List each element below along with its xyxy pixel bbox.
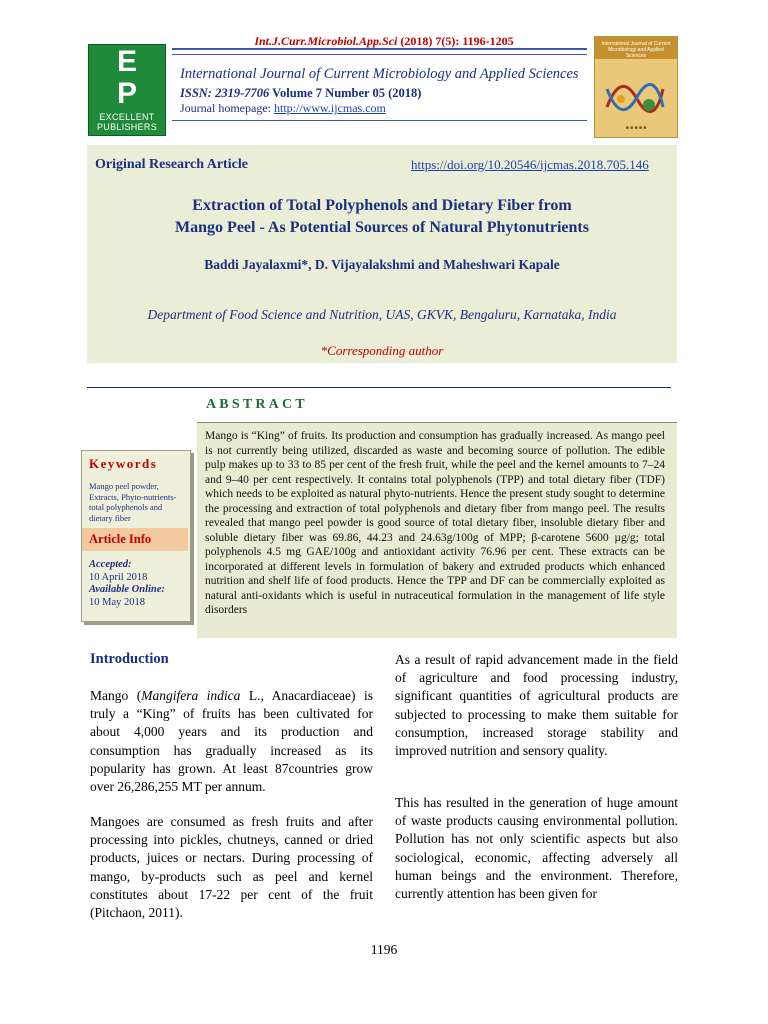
corresponding-author-note: *Corresponding author [320,343,444,358]
species-name: Mangifera indica [141,688,241,703]
keywords-list: Mango peel powder, Extracts, Phyto-nutrients-total polyphenols and dietary fiber [89,481,177,523]
available-online-date: 10 May 2018 [89,596,145,608]
header-rule-top [172,48,587,55]
homepage-link[interactable]: http://www.ijcmas.com [273,101,386,115]
section-divider [87,387,671,388]
article-type: Original Research Article [95,157,248,172]
cover-title: International Journal of Current Microbiology and Applied Sciences [601,41,671,59]
publisher-logo [88,44,166,136]
logo-letter-p: P [116,77,137,110]
authors: Baddi Jayalaxmi*, D. Vijayalakshmi and Maheshwari Kapale [204,257,560,272]
p1-rest: L., Anacardiaceae) is truly a “King” of fruits has been cultivated for about 4,000 years and its production and consumption has gradually increased as its popularity has grown. At least 87countries grow over 26,286,255 MT per annum. [90,688,373,795]
issn-label: ISSN: 2319-7706 [180,86,270,100]
paper-title [87,195,677,239]
logo-letter-e: E [116,45,137,78]
journal-cover-image [594,36,678,138]
intro-paragraph-4: This has resulted in the generation of huge amount of waste products causing environmental pollution. Pollution has not only scientific aspects but also sociological, economic, affecting adversely all human beings and the environment. Therefore, currently attention has been given for [395,795,678,902]
citation-rest: (2018) 7(5): 1196-1205 [397,34,514,48]
volume-info: Volume 7 Number 05 (2018) [269,86,422,100]
abstract-heading: ABSTRACT [206,397,308,412]
intro-paragraph-2: Mangoes are consumed as fresh fruits and after processing into pickles, chutneys, canned or dried products, juices or nectars. During processing of mango, by-products such as peel and kernel constitutes about 17-22 per cent of the fruit (Pitchaon, 2011). [90,814,373,921]
doi-link[interactable]: https://doi.org/10.20546/ijcmas.2018.705.146 [411,157,649,172]
page-number: 1196 [370,942,398,957]
p1-start: Mango ( [90,688,142,703]
introduction-heading: Introduction [90,651,169,667]
header-rule-bottom [172,120,587,121]
article-dates [89,559,187,609]
keywords-title: Keywords [89,456,158,471]
article-info-title: Article Info [89,532,152,546]
title-line-1: Extraction of Total Polyphenols and Dietary Fiber from [192,197,572,214]
cover-footer: ■ ■ ■ ■ ■ [625,125,647,131]
homepage-label: Journal homepage: [180,101,274,115]
accepted-date: 10 April 2018 [89,571,148,583]
title-line-2: Mango Peel - As Potential Sources of Natural Phytonutrients [175,219,589,236]
affiliation: Department of Food Science and Nutrition, UAS, GKVK, Bengaluru, Karnataka, India [147,307,617,322]
title-panel [87,145,677,363]
dna-helix-icon [605,77,665,119]
abstract-text: Mango is “King” of fruits. Its production and consumption has gradually increased. As mango peel is not currently being utilized, discarded as waste and becoming source of pollution. The edible pulp makes up to 33 to 85 per cent of the fresh fruit, while the peel and the kernel amounts to 7–24 and 9–40 per cent respectively. It contains total polyphenols (TPP) and total dietary fiber (TDF) which needs to be exploited as natural phyto-nutrients. Hence the present study sought to determine the processing and extraction of total polyphenols and dietary fiber from mango peel. The results revealed that mango peel powder is good source of total dietary fiber, insoluble dietary fiber and soluble dietary fiber was 69.86, 44.23 and 24.63g/100g of MPP; β-carotene 5600 µg/g; total polyphenols 4.5 mg GAE/100g and antioxidant activity 76.96 per cent. These extracts can be incorporated at different levels in formulation of bakery and extruded products which enhanced nutrition and shelf life of food products. Hence the TPP and DF can be commercially exploited as natural anti-oxidants which is useful in nutraceutical formulation in the management of life style disorders [205,430,665,616]
journal-name: International Journal of Current Microbiology and Applied Sciences [180,66,579,82]
intro-paragraph-3: As a result of rapid advancement made in the field of agriculture and food processing industry, significant quantities of agricultural products are subjected to processing to make them suitable for consumption, increased storage stability and improved nutrition and sensory quality. [395,652,678,759]
logo-text: EXCELLENT PUBLISHERS [96,112,158,132]
accepted-label: Accepted: [89,559,132,570]
journal-abbrev: Int.J.Curr.Microbiol.App.Sci [254,34,398,48]
intro-paragraph-1 [90,687,373,796]
available-online-label: Available Online: [89,584,165,595]
issn-line [180,86,421,101]
journal-homepage [180,101,386,116]
